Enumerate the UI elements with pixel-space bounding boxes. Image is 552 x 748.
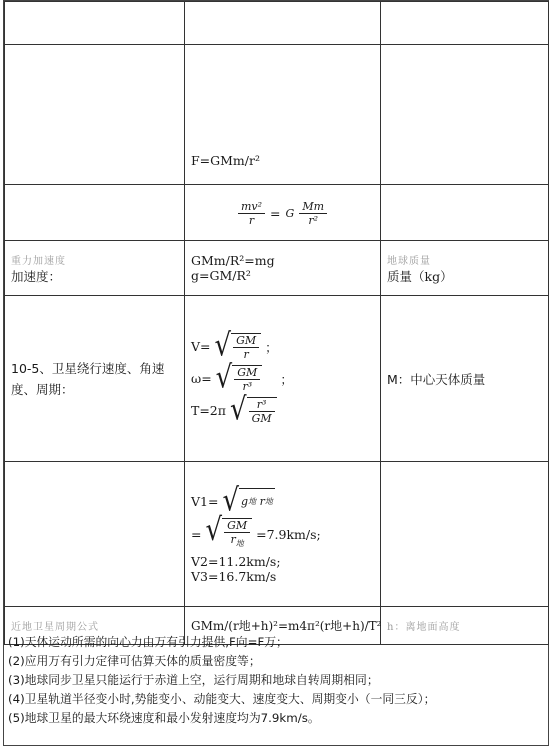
list-item: (4)卫星轨道半径变小时,势能变小、动能变大、速度变大、周期变小（一同三反）； <box>8 692 436 706</box>
angular-velocity-formula: ω= √ $\frac{GM}{\text{r³}}$ ； <box>191 359 293 396</box>
table-row <box>5 185 549 241</box>
centripetal-equation: $\frac{\text{mv²}}{r}$ = G $\frac{Mm}{\text{r²}}$ <box>238 200 327 227</box>
faded-label: 地球质量 <box>387 255 431 267</box>
first-cosmic-velocity-alt: = √ $\frac{GM}{r_地}$ =7.9km/s; <box>191 512 321 549</box>
table-cell <box>5 296 185 462</box>
gravity-formula-1: GMm/R²=mg <box>191 253 275 268</box>
faded-label: h：离地面高度 <box>387 622 461 633</box>
list-item: (1)天体运动所需的向心力由万有引力提供,F向=F万； <box>8 635 288 649</box>
table-cell <box>185 462 381 607</box>
table-row <box>5 296 549 462</box>
period-formula: T=2π √ $\frac{\text{r³}}{GM}$ <box>191 397 374 425</box>
table-cell <box>5 2 185 45</box>
table-cell <box>5 462 185 607</box>
table-cell <box>381 2 549 45</box>
notes-list <box>8 633 544 728</box>
faded-label: 近地卫星周期公式 <box>11 622 99 633</box>
table-cell <box>5 45 185 185</box>
table-cell <box>381 241 549 296</box>
table-cell <box>185 185 381 241</box>
gravitation-formula: F=GMm/r² <box>191 153 260 168</box>
faded-label: 重力加速度 <box>11 255 66 267</box>
table-cell <box>185 45 381 185</box>
mass-unit-label: 质量（kg） <box>387 268 453 284</box>
acceleration-label: 加速度： <box>11 268 62 284</box>
central-mass-note: M：中心天体质量 <box>387 371 486 387</box>
second-cosmic-velocity: V2=11.2km/s; <box>191 553 281 569</box>
table-cell <box>381 462 549 607</box>
table-cell <box>185 2 381 45</box>
velocity-formula: V= √ $\frac{GM}{r}$ ； <box>191 327 278 364</box>
gravity-formula-2: g=GM/R² <box>191 268 251 283</box>
orbit-period-formula: GMm/(r地+h)²=m4π²(r地+h)/T² <box>191 619 382 633</box>
table-cell <box>381 45 549 185</box>
formula-table <box>4 1 549 645</box>
table-cell <box>5 241 185 296</box>
table-cell <box>185 241 381 296</box>
table-cell <box>381 185 549 241</box>
table-cell <box>185 296 381 462</box>
third-cosmic-velocity: V3=16.7km/s <box>191 568 277 584</box>
table-row <box>5 2 549 45</box>
table-row <box>5 45 549 185</box>
list-item: (3)地球同步卫星只能运行于赤道上空，运行周期和地球自转周期相同； <box>8 673 379 687</box>
satellite-speed-title: 10-5、卫星绕行速度、角速度、周期： <box>11 360 165 397</box>
list-item: (5)地球卫星的最大环绕速度和最小发射速度均为7.9km/s。 <box>8 711 320 725</box>
table-row <box>5 462 549 607</box>
table-row <box>5 241 549 296</box>
list-item: (2)应用万有引力定律可估算天体的质量密度等； <box>8 654 261 668</box>
table-cell <box>381 296 549 462</box>
first-cosmic-velocity: V1= √ g 地 r 地 <box>191 483 273 520</box>
document-page <box>3 0 549 746</box>
table-cell <box>5 185 185 241</box>
